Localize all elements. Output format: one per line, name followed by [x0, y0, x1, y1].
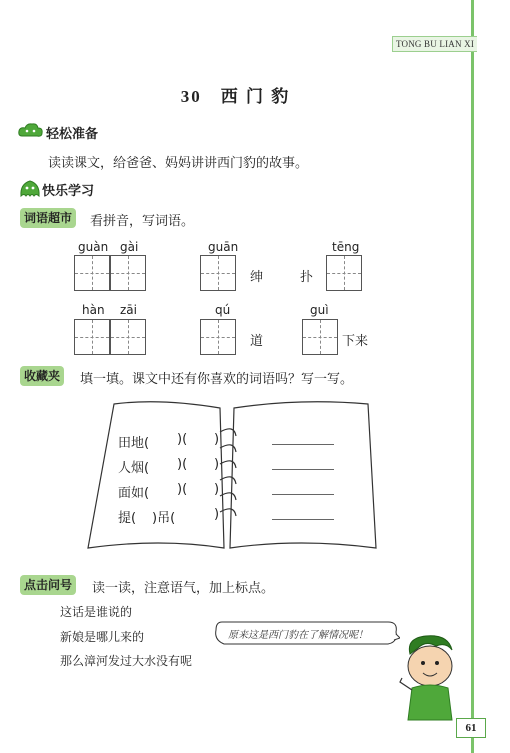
boy-illustration	[396, 632, 466, 724]
fill-item: 提(	[118, 511, 137, 526]
fill-item: )	[214, 482, 220, 497]
writing-grid[interactable]	[74, 255, 110, 291]
page-margin-line	[471, 0, 474, 753]
fill-item: 面如(	[118, 486, 150, 501]
dianji-instruction: 读一读，注意语气，加上标点。	[92, 581, 275, 596]
pinyin-zai: zāi	[120, 303, 137, 317]
open-book-illustration	[80, 398, 380, 558]
pinyin-teng: tēng	[332, 240, 360, 254]
tag-shoucang: 收藏夹	[20, 366, 64, 386]
writing-grid[interactable]	[110, 255, 146, 291]
pinyin-qu: qú	[215, 303, 231, 317]
answer-line[interactable]	[272, 519, 334, 520]
fill-item: )吊(	[152, 511, 176, 526]
tag-dianji: 点击问号	[20, 575, 76, 595]
fill-item: )	[214, 457, 220, 472]
fill-item: )(	[177, 482, 188, 497]
header-tag: TONG BU LIAN XI	[392, 36, 477, 52]
section-heading-learn: 快乐学习	[42, 184, 95, 199]
writing-grid[interactable]	[200, 319, 236, 355]
fill-item: )(	[177, 432, 188, 447]
writing-grid[interactable]	[74, 319, 110, 355]
section-heading-prepare: 轻松准备	[46, 127, 99, 142]
writing-grid[interactable]	[110, 319, 146, 355]
fill-item: )	[214, 507, 220, 522]
shoucang-instruction: 填一填。课文中还有你喜欢的词语吗？写一写。	[80, 372, 354, 387]
char-xialai: 下来	[342, 334, 369, 349]
char-pu: 扑	[300, 270, 314, 285]
answer-line[interactable]	[272, 444, 334, 445]
pinyin-guan2: guān	[208, 240, 239, 254]
fill-item: 田地(	[118, 436, 150, 451]
answer-line[interactable]	[272, 469, 334, 470]
writing-grid[interactable]	[326, 255, 362, 291]
cloud-face-icon	[18, 122, 44, 140]
answer-line[interactable]	[272, 494, 334, 495]
writing-grid[interactable]	[302, 319, 338, 355]
sentence-line: 新娘是哪儿来的	[60, 630, 145, 644]
page-title: 30 西 门 豹	[180, 87, 291, 106]
pinyin-guan: guàn	[78, 240, 109, 254]
speech-bubble-text: 原来这是西门豹在了解情况呢！	[228, 630, 368, 641]
sentence-line: 那么漳河发过大水没有呢	[60, 654, 193, 668]
fill-item: )	[214, 432, 220, 447]
pinyin-han: hàn	[82, 303, 105, 317]
fill-item: 人烟(	[118, 461, 150, 476]
char-shen: 绅	[250, 270, 264, 285]
writing-grid[interactable]	[200, 255, 236, 291]
sentence-line: 这话是谁说的	[60, 605, 133, 619]
tag-ciyu: 词语超市	[20, 208, 76, 228]
ciyu-instruction: 看拼音，写词语。	[90, 214, 195, 229]
char-dao: 道	[250, 334, 264, 349]
pinyin-gui: guì	[310, 303, 329, 317]
page-number: 61	[456, 718, 486, 738]
prepare-text: 读读课文，给爸爸、妈妈讲讲西门豹的故事。	[48, 156, 309, 171]
ghost-face-icon	[18, 178, 42, 198]
fill-item: )(	[177, 457, 188, 472]
pinyin-gai: gài	[120, 240, 139, 254]
